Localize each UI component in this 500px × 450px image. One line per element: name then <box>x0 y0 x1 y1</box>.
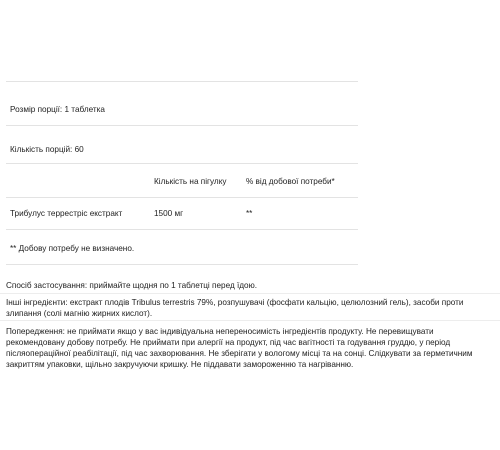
other-ingredients-text: Інші інгредієнти: екстракт плодів Tribulus terrestris 79%, розпушувачі (фосфати кальцію, целюлозний гель), засоби проти злипання (солі магнію жирних кислот). <box>6 298 464 318</box>
column-header-amount: Кількість на пігулку <box>154 177 227 186</box>
usage-text: Спосіб застосування: приймайте щодня по 1 таблетці перед їдою. <box>6 281 258 290</box>
divider <box>6 264 358 265</box>
divider <box>0 320 500 321</box>
divider <box>6 197 358 198</box>
ingredient-name: Трибулус террестріс екстракт <box>10 209 123 218</box>
ingredient-daily-value: ** <box>246 209 253 218</box>
footnote: ** Добову потребу не визначено. <box>10 244 135 253</box>
divider <box>6 125 358 126</box>
serving-size: Розмір порції: 1 таблетка <box>10 105 105 114</box>
divider <box>6 163 358 164</box>
column-header-daily-value: % від добової потреби* <box>246 177 335 186</box>
warnings-text: Попередження: не приймати якщо у вас індивідуальна непереносимість інгредієнтів продукту. Не перевищувати рекомендовану добову потребу. Не приймати при алергії на продукт, під час вагітності та годування груддю, у період післяопераційної реабілітації, під час захворювання. Не зберігати у вологому місці та на сонці. Слідкувати за герметичним закриттям упаковки, щільно закручуючи кришку. Не піддавати замороженню та нагріванню. <box>6 327 473 369</box>
divider <box>0 293 500 294</box>
ingredient-amount: 1500 мг <box>154 209 184 218</box>
divider <box>6 229 358 230</box>
divider <box>6 81 358 82</box>
servings-count: Кількість порцій: 60 <box>10 145 84 154</box>
